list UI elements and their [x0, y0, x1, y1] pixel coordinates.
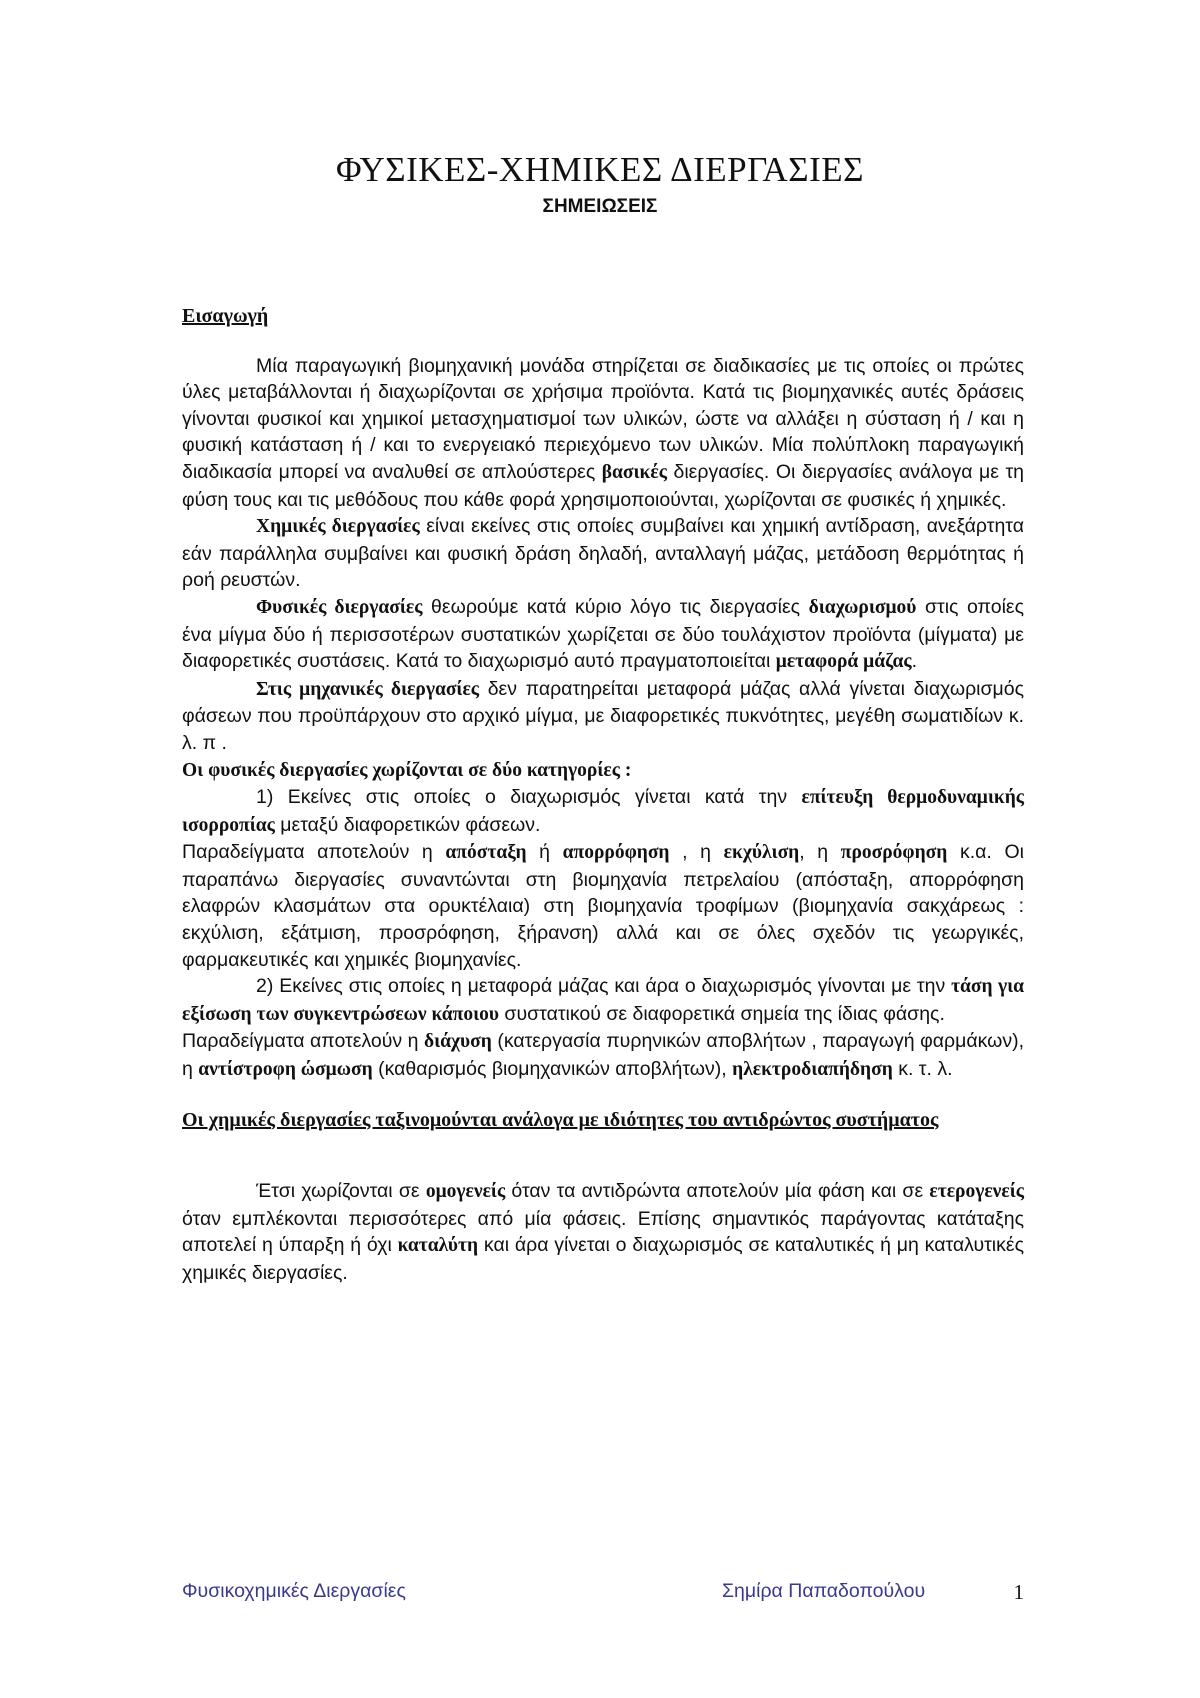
document-subtitle: ΣΗΜΕΙΩΣΕΙΣ [542, 196, 658, 217]
categories-heading: Οι φυσικές διεργασίες χωρίζονται σε δύο κατηγορίες : [182, 759, 632, 781]
paragraph-chemical-classification: Έτσι χωρίζονται σε ομογενείς όταν τα αντιδρώντα αποτελούν μία φάση και σε ετερογενείς όταν εμπλέκονται περισσότερες από μία φάσεις. Επίσης σημαντικός παράγοντας κατάταξης αποτελεί η ύπαρξη ή όχι καταλύτη και άρα γίνεται ο διαχωρισμός σε καταλυτικές ή μη καταλυτικές χημικές διεργασίες. [182, 1180, 1024, 1284]
document-body [182, 303, 1024, 1287]
section-heading-chemical: Οι χημικές διεργασίες ταξινομούνται ανάλογα με ιδιότητες του αντιδρώντος συστήματος [182, 1108, 939, 1131]
examples-one: Παραδείγματα αποτελούν η απόσταξη ή απορρόφηση , η εκχύλιση, η προσρόφηση κ.α. Οι παραπάνω διεργασίες συναντώνται στη βιομηχανία πετρελαίου (απόσταξη, απορρόφηση ελαφρών κλασμάτων στα ορυκτέλαια) στη βιομηχανία τροφίμων (βιομηχανία σακχάρεως : εκχύλιση, εξάτμιση, προσρόφηση, ξήρανση) αλλά και σε όλες σχεδόν τις γεωργικές, φαρμακευτικές και χημικές βιομηχανίες. [182, 841, 1024, 971]
category-one: 1) Εκείνες στις οποίες ο διαχωρισμός γίνεται κατά την επίτευξη θερμοδυναμικής ισορροπίας μεταξύ διαφορετικών φάσεων. [182, 786, 1025, 836]
footer-author: Σημίρα Παπαδοπούλου [722, 1580, 926, 1602]
page-number: 1 [1013, 1580, 1024, 1604]
footer-course-title: Φυσικοχημικές Διεργασίες [182, 1580, 406, 1602]
paragraph-mechanical: Στις μηχανικές διεργασίες δεν παρατηρείται μεταφορά μάζας αλλά γίνεται διαχωρισμός φάσεων που προϋπάρχουν στο αρχικό μίγμα, με διαφορετικές πυκνότητες, μεγέθη σωματιδίων κ. λ. π . [182, 677, 1025, 754]
paragraph-physical: Φυσικές διεργασίες θεωρούμε κατά κύριο λόγο τις διεργασίες διαχωρισμού στις οποίες ένα μίγμα δύο ή περισσοτέρων συστατικών χωρίζεται σε δύο τουλάχιστον προϊόντα (μίγματα) με διαφορετικές συστάσεις. Κατά το διαχωρισμό αυτό πραγματοποιείται μεταφορά μάζας. [182, 595, 1024, 673]
section-heading-intro: Εισαγωγή [182, 305, 269, 327]
examples-two: Παραδείγματα αποτελούν η διάχυση (κατεργασία πυρηνικών αποβλήτων , παραγωγή φαρμάκων), η αντίστροφη ώσμωση (καθαρισμός βιομηχανικών αποβλήτων), ηλεκτροδιαπήδηση κ. τ. λ. [182, 1030, 1024, 1081]
paragraph-chemical: Χημικές διεργασίες είναι εκείνες στις οποίες συμβαίνει και χημική αντίδραση, ανεξάρτητα εάν παράλληλα συμβαίνει και φυσική δράση δηλαδή, ανταλλαγή μάζας, μετάδοση θερμότητας ή ροή ρευστών. [182, 515, 1024, 592]
paragraph-intro: Μία παραγωγική βιομηχανική μονάδα στηρίζεται σε διαδικασίες με τις οποίες οι πρώτες ύλες μεταβάλλονται ή διαχωρίζονται σε χρήσιμα προϊόντα. Κατά τις βιομηχανικές αυτές δράσεις γίνονται φυσικοί και χημικοί μετασχηματισμοί των υλικών, ώστε να αλλάξει η σύσταση ή / και η φυσική κατάσταση ή / και το ενεργειακό περιεχόμενο των υλικών. Μία πολύπλοκη παραγωγική διαδικασία μπορεί να αναλυθεί σε απλούστερες βασικές διεργασίες. Οι διεργασίες ανάλογα με τη φύση τους και τις μεθόδους που κάθε φορά χρησιμοποιούνται, χωρίζονται σε φυσικές ή χημικές. [182, 354, 1024, 511]
category-two: 2) Εκείνες στις οποίες η μεταφορά μάζας και άρα ο διαχωρισμός γίνονται με την τάση για εξίσωση των συγκεντρώσεων κάποιου συστατικού σε διαφορετικά σημεία της ίδιας φάσης. [182, 975, 1024, 1025]
document-title: ΦΥΣΙΚΕΣ-ΧΗΜΙΚΕΣ ΔΙΕΡΓΑΣΙΕΣ [336, 150, 864, 189]
